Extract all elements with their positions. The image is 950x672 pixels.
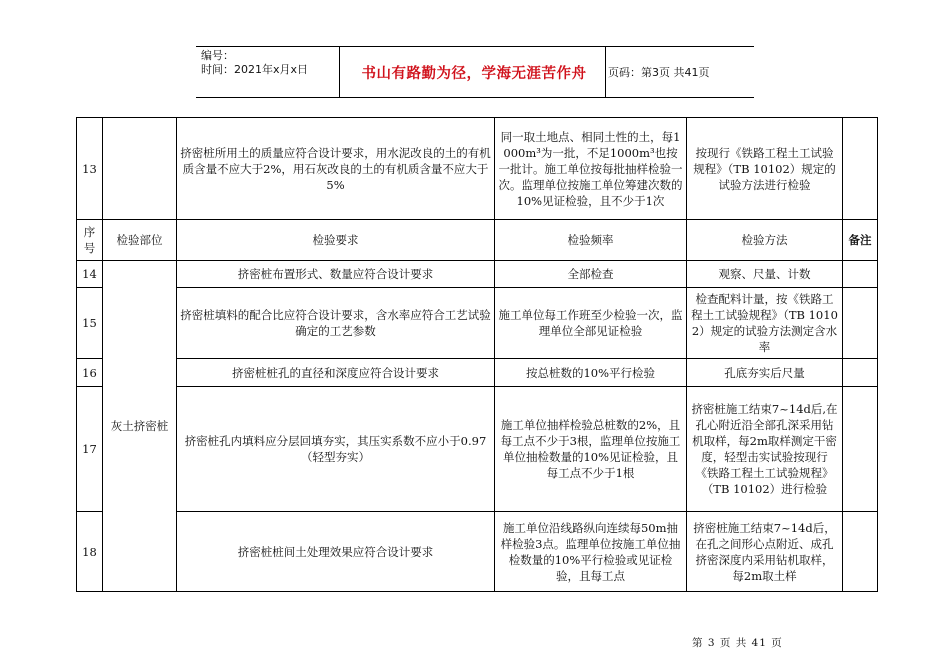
table-row xyxy=(77,387,878,512)
method-cell: 孔底夯实后尺量 xyxy=(687,359,843,387)
frequency-cell: 全部检查 xyxy=(495,261,687,288)
row-number: 16 xyxy=(77,359,103,387)
method-cell: 挤密桩施工结束7~14d后,在孔心附近沿全部孔深采用钻机取样，每2m取样测定干密度，轻型击实试验按现行《铁路工程土工试验规程》（TB 10102）进行检验 xyxy=(687,387,843,512)
frequency-cell: 按总桩数的10%平行检验 xyxy=(495,359,687,387)
remark-cell xyxy=(843,288,878,359)
row-number: 15 xyxy=(77,288,103,359)
part-cell-merged: 灰土挤密桩 xyxy=(103,261,177,592)
row-number: 14 xyxy=(77,261,103,288)
header-meta xyxy=(201,49,308,77)
serial-label: 编号： xyxy=(201,49,234,62)
frequency-cell: 施工单位抽样检验总桩数的2%，且每工点不少于3根，监理单位按施工单位抽检数量的10%见证检验，且每工点不少于1根 xyxy=(495,387,687,512)
table-row xyxy=(77,512,878,592)
frequency-cell: 施工单位每工作班至少检验一次，监理单位全部见证检验 xyxy=(495,288,687,359)
inspection-table xyxy=(76,117,878,592)
table-row xyxy=(77,359,878,387)
method-cell: 挤密桩施工结束7~14d后，在孔之间形心点附近、成孔挤密深度内采用钻机取样，每2m取土样 xyxy=(687,512,843,592)
part-cell xyxy=(103,118,177,220)
requirement-cell: 挤密桩桩孔的直径和深度应符合设计要求 xyxy=(177,359,495,387)
page-header xyxy=(196,46,754,98)
date-line: 时间：2021年x月x日 xyxy=(201,63,309,76)
remark-cell xyxy=(843,118,878,220)
table-row xyxy=(77,118,878,220)
requirement-cell: 挤密桩所用土的质量应符合设计要求，用水泥改良的土的有机质含量不应大于2%，用石灰改良的土的有机质含量不应大于5% xyxy=(177,118,495,220)
header-motto: 书山有路勤为径，学海无涯苦作舟 xyxy=(361,66,587,82)
col-header-remark: 备注 xyxy=(843,220,878,261)
remark-cell xyxy=(843,512,878,592)
page-footer: 第 3 页 共 41 页 xyxy=(692,637,783,649)
row-number: 18 xyxy=(77,512,103,592)
header-page-info: 页码：第3页 共41页 xyxy=(608,66,710,79)
requirement-cell: 挤密桩填料的配合比应符合设计要求，含水率应符合工艺试验确定的工艺参数 xyxy=(177,288,495,359)
remark-cell xyxy=(843,387,878,512)
method-cell: 检查配料计量，按《铁路工程土工试验规程》（TB 10102）规定的试验方法测定含水率 xyxy=(687,288,843,359)
table-row xyxy=(77,288,878,359)
table-header-row xyxy=(77,220,878,261)
col-header-requirement: 检验要求 xyxy=(177,220,495,261)
col-header-frequency: 检验频率 xyxy=(495,220,687,261)
header-divider xyxy=(605,46,606,98)
requirement-cell: 挤密桩孔内填料应分层回填夯实，其压实系数不应小于0.97（轻型夯实） xyxy=(177,387,495,512)
col-header-method: 检验方法 xyxy=(687,220,843,261)
requirement-cell: 挤密桩桩间土处理效果应符合设计要求 xyxy=(177,512,495,592)
method-cell: 按现行《铁路工程土工试验规程》（TB 10102）规定的试验方法进行检验 xyxy=(687,118,843,220)
header-bottom-rule xyxy=(196,97,754,98)
table-row xyxy=(77,261,878,288)
remark-cell xyxy=(843,359,878,387)
col-header-no: 序号 xyxy=(77,220,103,261)
row-number: 17 xyxy=(77,387,103,512)
requirement-cell: 挤密桩布置形式、数量应符合设计要求 xyxy=(177,261,495,288)
header-top-rule xyxy=(196,46,754,47)
frequency-cell: 同一取土地点、相同土性的土，每1000m³为一批，不足1000m³也按一批计。施工单位按每批抽样检验一次。监理单位按施工单位筹建次数的10%见证检验，且不少于1次 xyxy=(495,118,687,220)
col-header-part: 检验部位 xyxy=(103,220,177,261)
row-number: 13 xyxy=(77,118,103,220)
method-cell: 观察、尺量、计数 xyxy=(687,261,843,288)
remark-cell xyxy=(843,261,878,288)
frequency-cell: 施工单位沿线路纵向连续每50m抽样检验3点。监理单位按施工单位抽检数量的10%平行检验或见证检验，且每工点 xyxy=(495,512,687,592)
